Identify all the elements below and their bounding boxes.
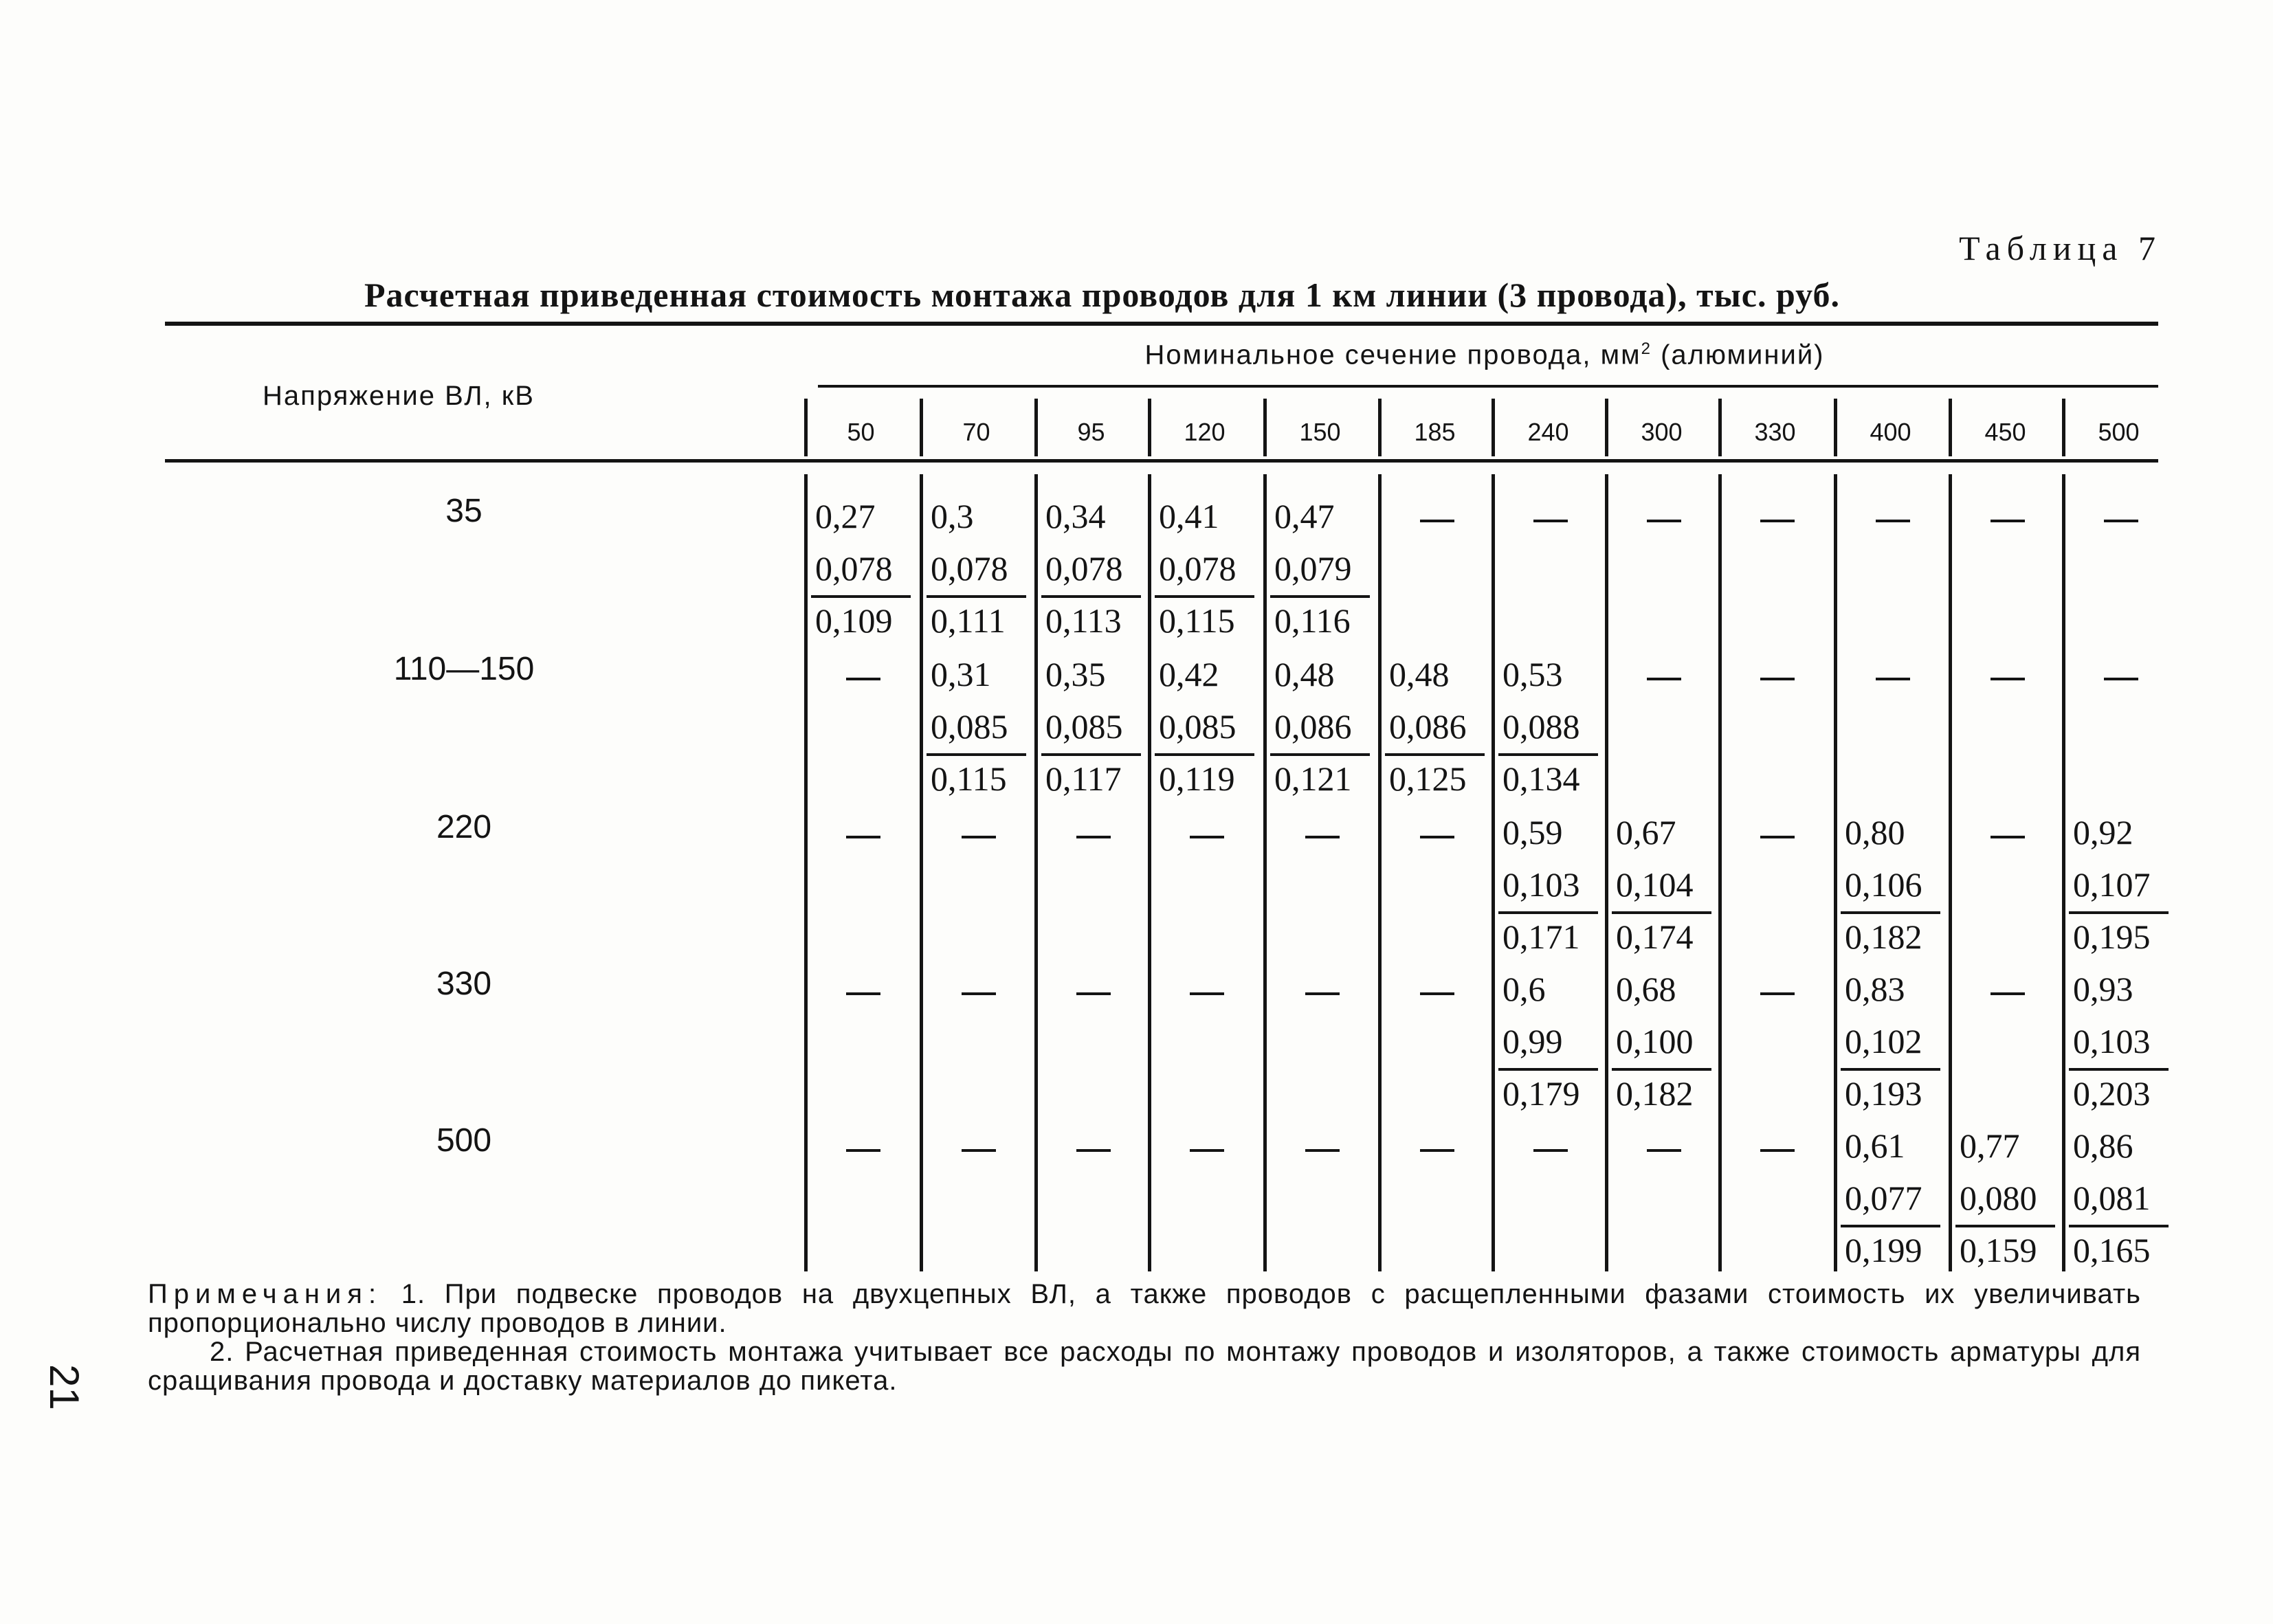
empty-dash [1305, 836, 1340, 838]
voltage-label: 110—150 [393, 651, 535, 687]
cell-value: 0,48 [1389, 655, 1450, 693]
cell-value: 0,99 [1503, 1022, 1563, 1060]
note-1-text: 1. При подвеске проводов на двухцепных ВЛ, а также проводов с расщепленными фазами стоимость их увеличивать пропорционально числу проводов в линии. [148, 1279, 2141, 1338]
cell-value: 0,103 [2073, 1022, 2151, 1060]
cell-value: 0,078 [931, 549, 1008, 588]
empty-dash [1991, 836, 2025, 838]
cell-value: 0,121 [1274, 759, 1352, 798]
notes-label: Примечания: [148, 1279, 383, 1309]
column-header: 500 [2098, 418, 2140, 446]
cell-value: 0,31 [931, 655, 991, 693]
cell-value: 0,61 [1845, 1126, 1905, 1165]
column-header: 70 [962, 418, 990, 446]
empty-dash [962, 1149, 996, 1152]
empty-dash [1076, 1149, 1111, 1152]
cell-value: 0,92 [2073, 813, 2133, 852]
cell-value: 0,078 [815, 549, 893, 588]
body-col-divider [1263, 474, 1267, 1271]
empty-dash [1076, 836, 1111, 838]
section-header [801, 340, 2169, 370]
empty-dash [1420, 992, 1454, 995]
empty-dash [846, 1149, 880, 1152]
voltage-label: 220 [436, 809, 492, 845]
cell-value: 0,35 [1045, 655, 1106, 693]
column-header: 330 [1754, 418, 1796, 446]
body-col-divider [804, 474, 808, 1271]
cell-value: 0,106 [1845, 865, 1922, 904]
cell-value: 0,077 [1845, 1179, 1922, 1217]
column-header: 240 [1527, 418, 1569, 446]
empty-dash [2104, 520, 2138, 522]
empty-dash [1305, 1149, 1340, 1152]
cell-value: 0,77 [1960, 1126, 2020, 1165]
column-header: 95 [1077, 418, 1105, 446]
cell-value: 0,199 [1845, 1231, 1922, 1269]
fraction-bar [927, 595, 1026, 598]
empty-dash [1420, 1149, 1454, 1152]
empty-dash [846, 836, 880, 838]
fraction-bar [927, 753, 1026, 756]
column-header: 50 [847, 418, 875, 446]
empty-dash [846, 992, 880, 995]
body-col-divider [1718, 474, 1722, 1271]
section-header-sup: 2 [1641, 340, 1652, 358]
cell-value: 0,42 [1159, 655, 1219, 693]
cell-value: 0,116 [1274, 601, 1351, 640]
table-title: Расчетная приведенная стоимость монтажа проводов для 1 км линии (3 провода), тыс. руб. [364, 276, 1840, 314]
cell-value: 0,109 [815, 601, 893, 640]
body-col-divider [2062, 474, 2065, 1271]
cell-value: 0,111 [931, 601, 1006, 640]
header-sub-rule [818, 385, 2158, 388]
column-header: 400 [1870, 418, 1911, 446]
empty-dash [1760, 992, 1795, 995]
cell-value: 0,134 [1503, 759, 1580, 798]
fraction-bar [1385, 753, 1485, 756]
cell-value: 0,174 [1616, 917, 1694, 956]
cell-value: 0,159 [1960, 1231, 2037, 1269]
fraction-bar [2069, 1225, 2169, 1227]
fraction-bar [1955, 1225, 2055, 1227]
body-col-divider [920, 474, 923, 1271]
cell-value: 0,115 [1159, 601, 1235, 640]
cell-value: 0,182 [1845, 917, 1922, 956]
empty-dash [1420, 520, 1454, 522]
cell-value: 0,119 [1159, 759, 1235, 798]
empty-dash [1305, 992, 1340, 995]
column-header: 450 [1984, 418, 2026, 446]
cell-value: 0,085 [1159, 707, 1237, 746]
cell-value: 0,80 [1845, 813, 1905, 852]
cell-value: 0,117 [1045, 759, 1122, 798]
fraction-bar [1612, 911, 1711, 914]
empty-dash [2104, 678, 2138, 680]
cell-value: 0,3 [931, 497, 974, 535]
section-header-suffix: (алюминий) [1651, 340, 1825, 370]
cell-value: 0,086 [1389, 707, 1467, 746]
column-header: 185 [1414, 418, 1456, 446]
cell-value: 0,100 [1616, 1022, 1694, 1060]
voltage-label: 330 [436, 966, 492, 1002]
header-bottom-rule [165, 459, 2158, 463]
empty-dash [1190, 836, 1224, 838]
empty-dash [1991, 520, 2025, 522]
cell-value: 0,67 [1616, 813, 1676, 852]
cell-value: 0,080 [1960, 1179, 2037, 1217]
cell-value: 0,48 [1274, 655, 1335, 693]
cell-value: 0,078 [1159, 549, 1237, 588]
cell-value: 0,079 [1274, 549, 1352, 588]
cell-value: 0,86 [2073, 1126, 2133, 1165]
cell-value: 0,53 [1503, 655, 1563, 693]
fraction-bar [1841, 1068, 1940, 1071]
voltage-header: Напряжение ВЛ, кВ [263, 381, 535, 411]
fraction-bar [1041, 595, 1141, 598]
cell-value: 0,34 [1045, 497, 1106, 535]
empty-dash [1647, 520, 1681, 522]
cell-value: 0,085 [1045, 707, 1123, 746]
empty-dash [1190, 1149, 1224, 1152]
cell-value: 0,088 [1503, 707, 1580, 746]
cell-value: 0,171 [1503, 917, 1580, 956]
cell-value: 0,93 [2073, 970, 2133, 1008]
page-number: 21 [41, 1364, 87, 1410]
cell-value: 0,203 [2073, 1074, 2151, 1113]
empty-dash [1647, 1149, 1681, 1152]
cell-value: 0,165 [2073, 1231, 2151, 1269]
empty-dash [1760, 836, 1795, 838]
cell-value: 0,41 [1159, 497, 1219, 535]
fraction-bar [2069, 911, 2169, 914]
note-1 [148, 1280, 2141, 1337]
empty-dash [1533, 1149, 1568, 1152]
empty-dash [1190, 992, 1224, 995]
section-header-label: Номинальное сечение провода, мм [1144, 340, 1641, 370]
column-header: 300 [1641, 418, 1683, 446]
fraction-bar [1498, 1068, 1598, 1071]
fraction-bar [1041, 753, 1141, 756]
body-col-divider [1605, 474, 1608, 1271]
cell-value: 0,086 [1274, 707, 1352, 746]
cell-value: 0,115 [931, 759, 1007, 798]
empty-dash [1991, 678, 2025, 680]
fraction-bar [1270, 595, 1370, 598]
body-col-divider [1034, 474, 1038, 1271]
cell-value: 0,47 [1274, 497, 1335, 535]
note-2: 2. Расчетная приведенная стоимость монтажа учитывает все расходы по монтажу проводов и изоляторов, а также стоимость арматуры для сращивания провода и доставку материалов до пикета. [148, 1337, 2141, 1396]
cell-value: 0,193 [1845, 1074, 1922, 1113]
cell-value: 0,107 [2073, 865, 2151, 904]
empty-dash [1420, 836, 1454, 838]
cell-value: 0,125 [1389, 759, 1467, 798]
empty-dash [1876, 520, 1910, 522]
body-col-divider [1949, 474, 1952, 1271]
fraction-bar [1155, 753, 1254, 756]
empty-dash [962, 836, 996, 838]
cell-value: 0,68 [1616, 970, 1676, 1008]
top-rule [165, 322, 2158, 326]
empty-dash [1076, 992, 1111, 995]
empty-dash [1876, 678, 1910, 680]
empty-dash [1760, 520, 1795, 522]
cell-value: 0,27 [815, 497, 876, 535]
cell-value: 0,104 [1616, 865, 1694, 904]
body-col-divider [1148, 474, 1151, 1271]
cell-value: 0,103 [1503, 865, 1580, 904]
column-header: 150 [1299, 418, 1341, 446]
fraction-bar [1155, 595, 1254, 598]
cell-value: 0,078 [1045, 549, 1123, 588]
empty-dash [962, 992, 996, 995]
voltage-label: 500 [436, 1122, 492, 1159]
fraction-bar [1841, 911, 1940, 914]
cell-value: 0,59 [1503, 813, 1563, 852]
cell-value: 0,6 [1503, 970, 1546, 1008]
empty-dash [1760, 1149, 1795, 1152]
table-number: Таблица 7 [1959, 229, 2162, 267]
body-col-divider [1378, 474, 1382, 1271]
fraction-bar [811, 595, 911, 598]
fraction-bar [1498, 911, 1598, 914]
cell-value: 0,113 [1045, 601, 1122, 640]
cell-value: 0,195 [2073, 917, 2151, 956]
empty-dash [846, 678, 880, 680]
empty-dash [1647, 678, 1681, 680]
cell-value: 0,83 [1845, 970, 1905, 1008]
fraction-bar [2069, 1068, 2169, 1071]
cell-value: 0,102 [1845, 1022, 1922, 1060]
body-col-divider [1834, 474, 1837, 1271]
fraction-bar [1498, 753, 1598, 756]
cell-value: 0,085 [931, 707, 1008, 746]
fraction-bar [1270, 753, 1370, 756]
cell-value: 0,081 [2073, 1179, 2151, 1217]
cell-value: 0,182 [1616, 1074, 1694, 1113]
empty-dash [1533, 520, 1568, 522]
cell-value: 0,179 [1503, 1074, 1580, 1113]
fraction-bar [1612, 1068, 1711, 1071]
voltage-label: 35 [445, 493, 483, 529]
column-header: 120 [1184, 418, 1226, 446]
empty-dash [1760, 678, 1795, 680]
body-col-divider [1492, 474, 1495, 1271]
notes [148, 1280, 2141, 1395]
fraction-bar [1841, 1225, 1940, 1227]
empty-dash [1991, 992, 2025, 995]
